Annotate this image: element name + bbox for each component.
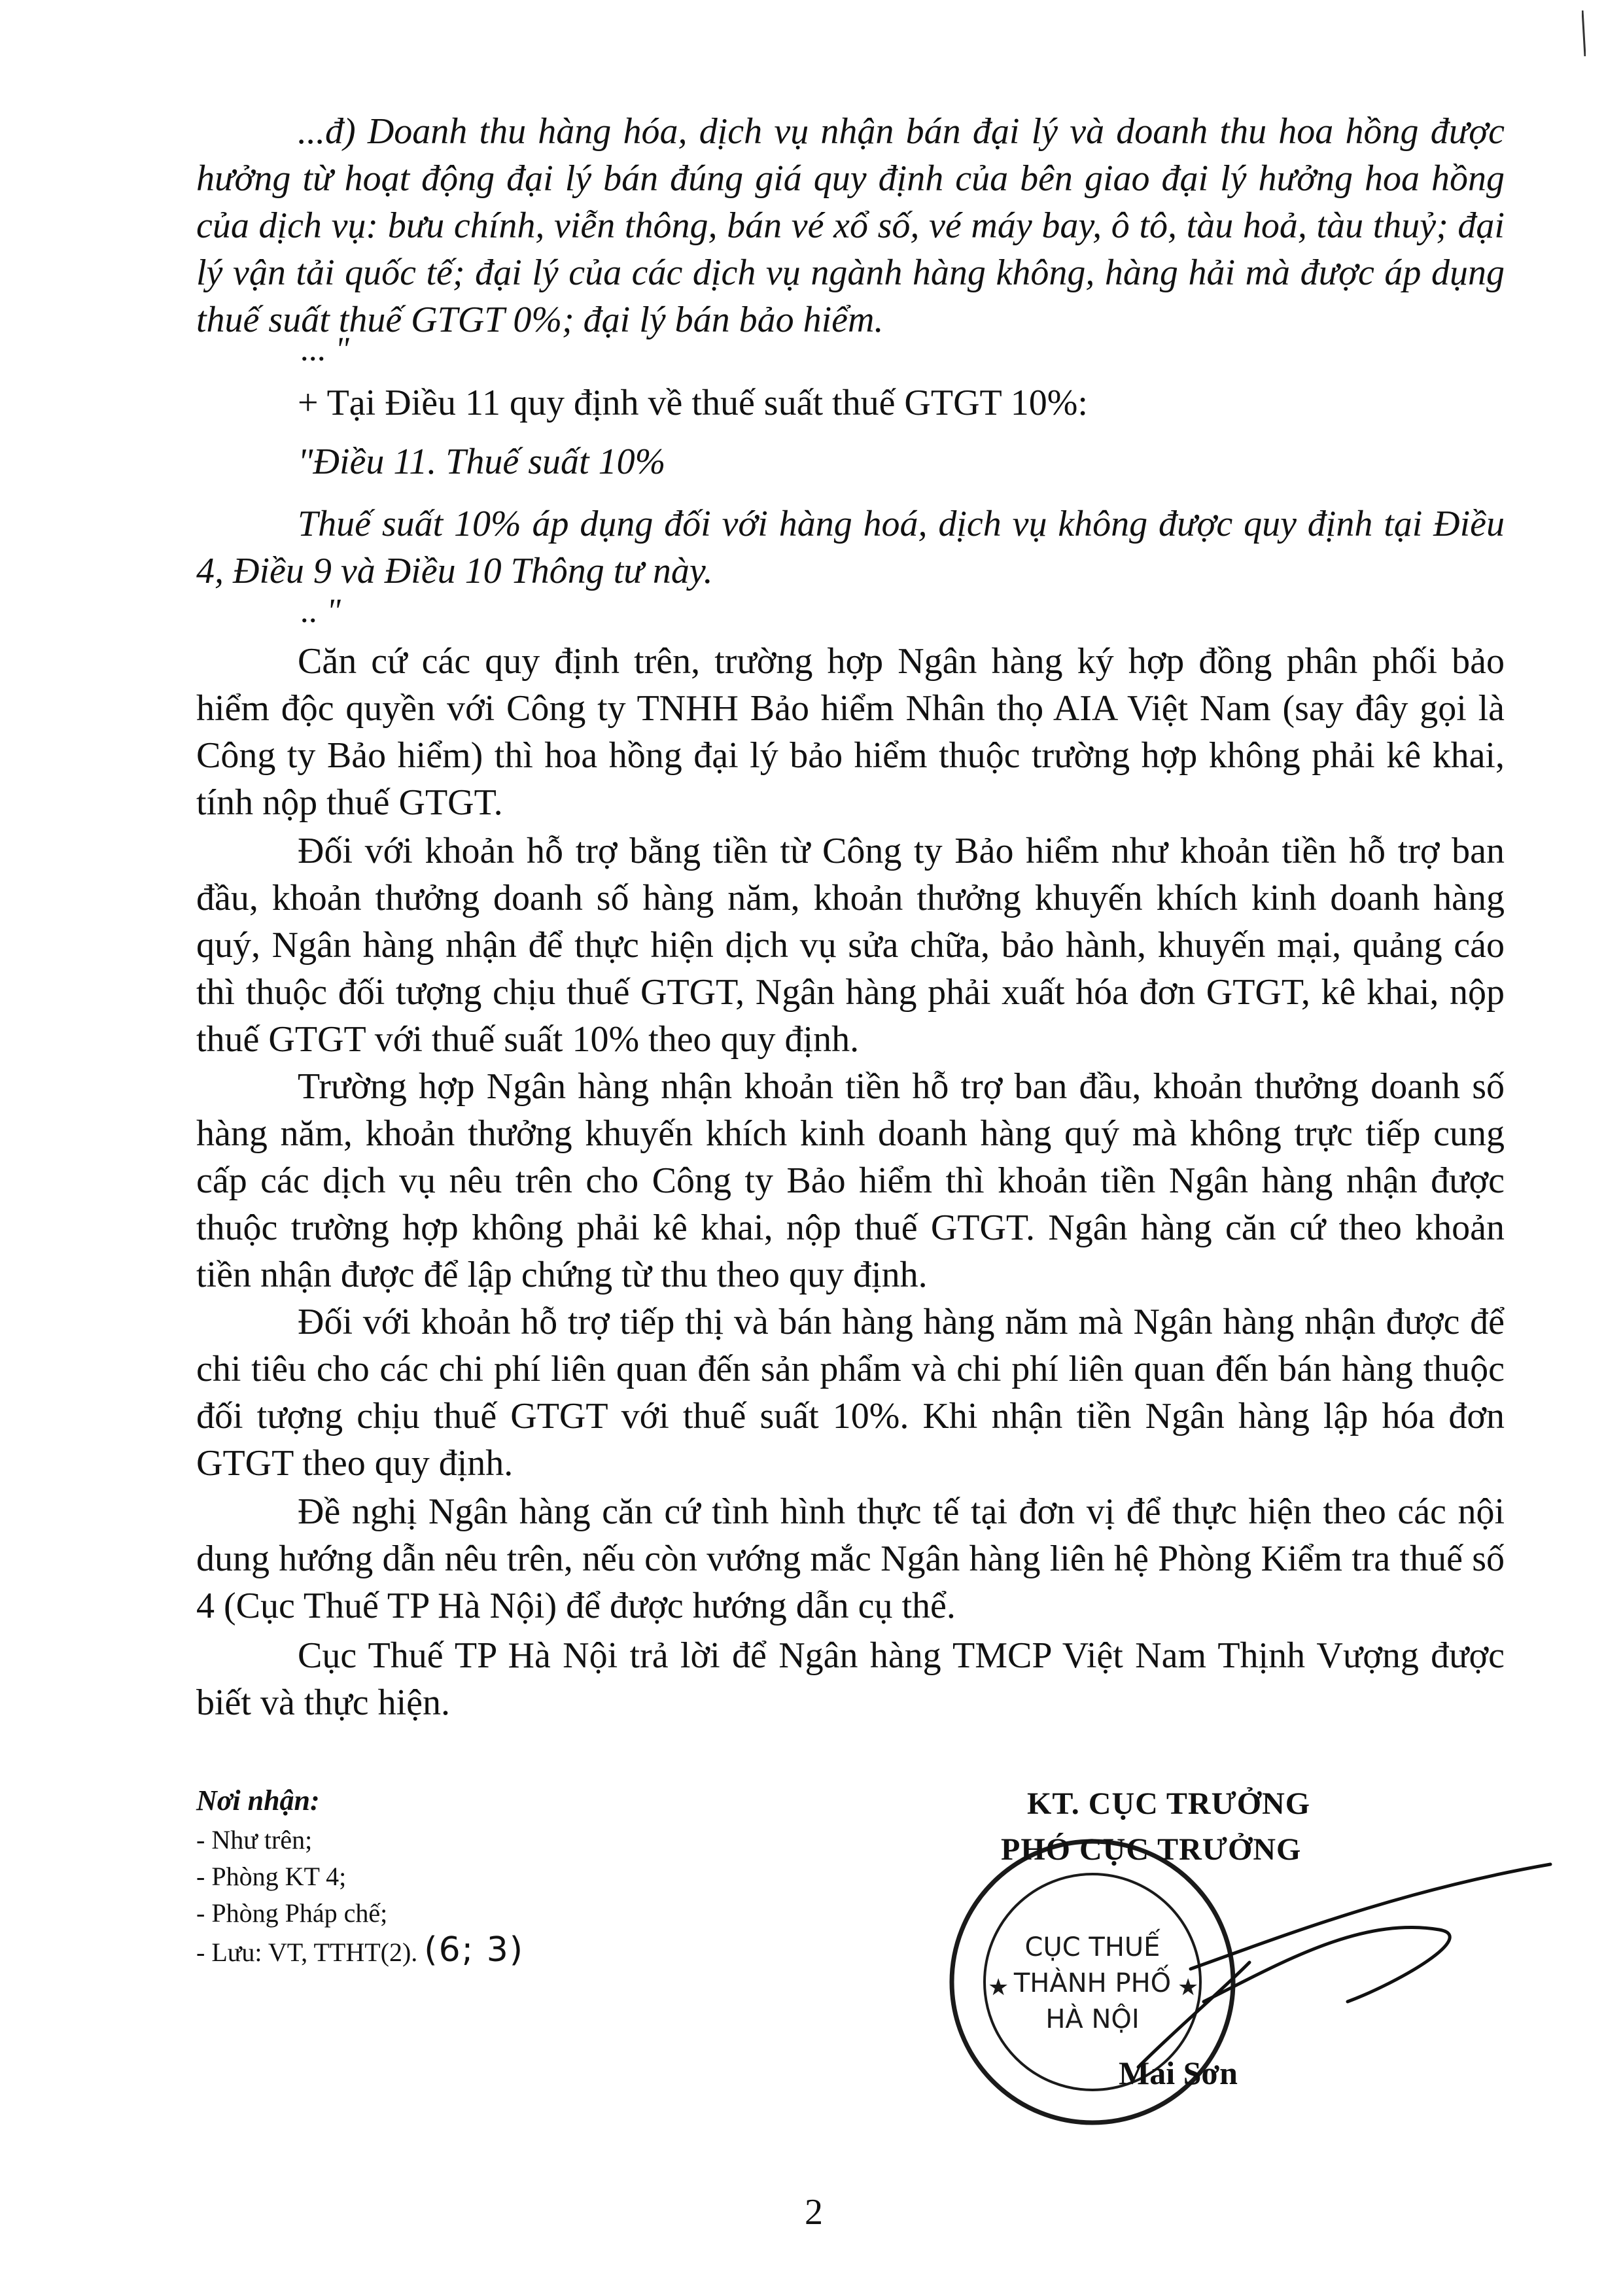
recipients-heading: Nơi nhận: <box>196 1784 320 1817</box>
recipient-item: - Phòng KT 4; <box>196 1862 347 1891</box>
signature-block <box>942 1766 1563 2159</box>
svg-text:CỤC THUẾ: CỤC THUẾ <box>1024 1932 1161 1962</box>
paragraph-support-nontaxable: Trường hợp Ngân hàng nhận khoản tiền hỗ trợ ban đầu, khoản thưởng doanh số hàng năm, khoản thưởng khuyến khích kinh doanh hàng quý mà không trực tiếp cung cấp các dịch vụ nêu trên cho Công ty Bảo hiểm thì khoản tiền Ngân hàng nhận được thuộc trường hợp không phải kê khai, nộp thuế GTGT. Ngân hàng căn cứ theo khoản tiền nhận được để lập chứng từ thu theo quy định. <box>196 1066 1505 1295</box>
paragraph-closing: Cục Thuế TP Hà Nội trả lời để Ngân hàng TMCP Việt Nam Thịnh Vượng được biết và thực hiện. <box>196 1635 1505 1723</box>
svg-text:THÀNH PHỐ: THÀNH PHỐ <box>1013 1968 1172 1998</box>
recipient-item <box>196 1932 785 1971</box>
recipient-archive: - Lưu: VT, TTHT(2). <box>196 1938 418 1967</box>
svg-text:HÀ NỘI: HÀ NỘI <box>1045 2004 1140 2034</box>
recipient-item: - Phòng Pháp chế; <box>196 1898 388 1928</box>
signer-name: Mai Sơn <box>1119 2055 1238 2091</box>
handwritten-note: (6; 3) <box>424 1930 525 1970</box>
stamp-and-signature-graphic <box>942 1766 1563 2159</box>
quote-ellipsis-2: .. " <box>301 593 341 630</box>
quote-ellipsis-1: ... " <box>301 331 349 368</box>
paragraph-conclusion-commission: Căn cứ các quy định trên, trường hợp Ngân hàng ký hợp đồng phân phối bảo hiểm độc quyền với Công ty TNHH Bảo hiểm Nhân thọ AIA Việt Nam (say đây gọi là Công ty Bảo hiểm) thì hoa hồng đại lý bảo hiểm thuộc trường hợp không phải kê khai, tính nộp thuế GTGT. <box>196 641 1505 823</box>
page-number: 2 <box>805 2192 823 2233</box>
paragraph-support-taxable: Đối với khoản hỗ trợ bằng tiền từ Công ty Bảo hiểm như khoản tiền hỗ trợ ban đầu, khoản thưởng doanh số hàng năm, khoản thưởng khuyến khích kinh doanh hàng quý, Ngân hàng nhận để thực hiện dịch vụ sửa chữa, bảo hành, khuyến mại, quảng cáo thì thuộc đối tượng chịu thuế GTGT, Ngân hàng phải xuất hóa đơn GTGT, kê khai, nộp thuế GTGT với thuế suất 10% theo quy định. <box>196 831 1505 1060</box>
quote-clause-d: ...đ) Doanh thu hàng hóa, dịch vụ nhận bán đại lý và doanh thu hoa hồng được hưởng từ hoạt động đại lý bán đúng giá quy định của bên giao đại lý hưởng hoa hồng của dịch vụ: bưu chính, viễn thông, bán vé xổ số, vé máy bay, ô tô, tàu hoả, tàu thuỷ; đại lý vận tải quốc tế; đại lý của các dịch vụ ngành hàng không, hàng hải mà được áp dụng thuế suất thuế GTGT 0%; đại lý bán bảo hiểm. <box>196 111 1505 340</box>
paragraph-marketing-support: Đối với khoản hỗ trợ tiếp thị và bán hàng hàng năm mà Ngân hàng nhận được để chi tiêu cho các chi phí liên quan đến sản phẩm và chi phí liên quan đến bán hàng thuộc đối tượng chịu thuế GTGT với thuế suất 10%. Khi nhận tiền Ngân hàng lập hóa đơn GTGT theo quy định. <box>196 1302 1505 1484</box>
scan-artifact-mark <box>1582 10 1586 56</box>
article-11-title: "Điều 11. Thuế suất 10% <box>298 442 666 482</box>
article-11-body: Thuế suất 10% áp dụng đối với hàng hoá, dịch vụ không được quy định tại Điều 4, Điều 9 và Điều 10 Thông tư này. <box>196 504 1505 591</box>
svg-text:★: ★ <box>1178 1974 1199 2001</box>
recipients-block <box>196 1783 785 1971</box>
recipient-item: - Như trên; <box>196 1825 313 1854</box>
paragraph-request: Đề nghị Ngân hàng căn cứ tình hình thực tế tại đơn vị để thực hiện theo các nội dung hướng dẫn nêu trên, nếu còn vướng mắc Ngân hàng liên hệ Phòng Kiểm tra thuế số 4 (Cục Thuế TP Hà Nội) để được hướng dẫn cụ thể. <box>196 1491 1505 1626</box>
signer-title-line-1: KT. CỤC TRƯỞNG <box>1027 1786 1311 1821</box>
svg-text:★: ★ <box>988 1974 1009 2001</box>
signer-title-line-2: PHÓ CỤC TRƯỞNG <box>1001 1832 1302 1867</box>
article-11-intro: + Tại Điều 11 quy định về thuế suất thuế GTGT 10%: <box>298 383 1088 423</box>
